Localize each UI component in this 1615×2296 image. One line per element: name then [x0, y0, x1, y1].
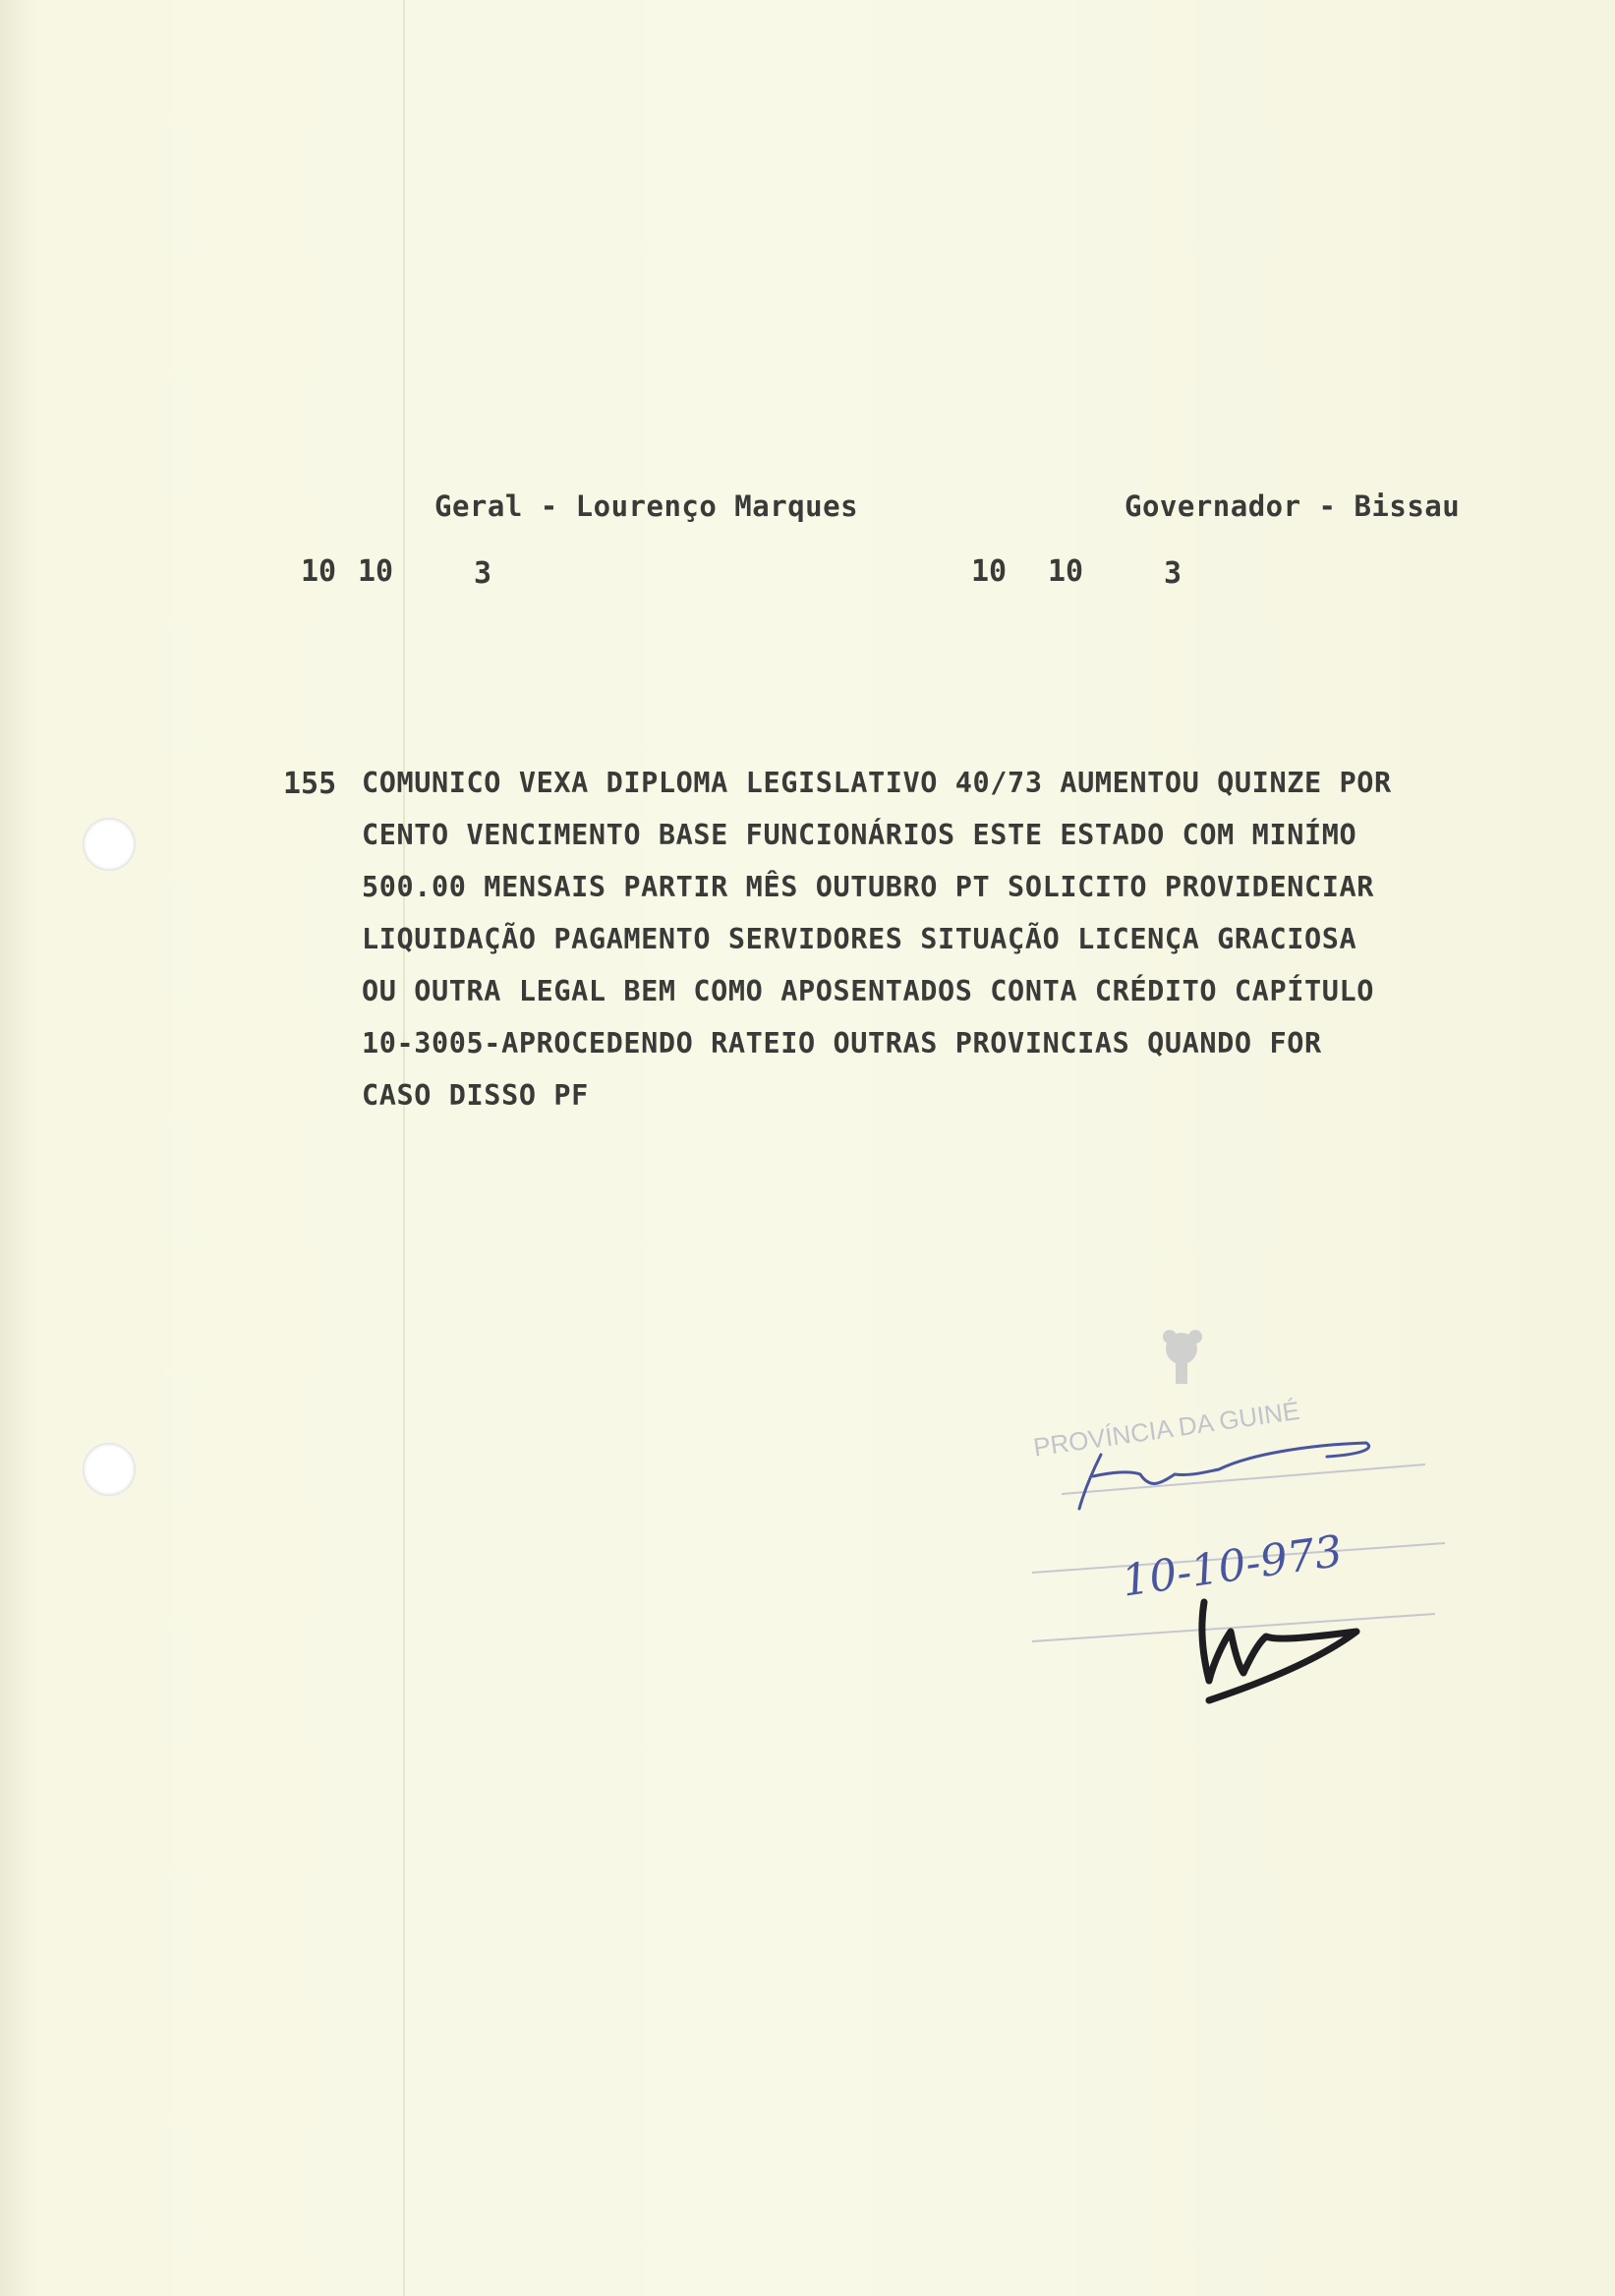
message-line: OU OUTRA LEGAL BEM COMO APOSENTADOS CONTA CRÉDITO CAPÍTULO	[362, 975, 1374, 1007]
date-right-day: 10	[971, 554, 1008, 589]
signature	[1202, 1602, 1356, 1700]
date-left-day: 10	[301, 554, 337, 589]
message-number: 155	[283, 767, 337, 801]
handwritten-date: 10-10-973	[1119, 1525, 1346, 1607]
message-line: 500.00 MENSAIS PARTIR MÊS OUTUBRO PT SOLICITO PROVIDENCIAR	[362, 871, 1374, 903]
message-body	[362, 757, 1492, 1121]
message-line: CENTO VENCIMENTO BASE FUNCIONÁRIOS ESTE ESTADO COM MINÍMO	[362, 819, 1357, 851]
coat-of-arms-icon	[1163, 1330, 1202, 1384]
paper-fold-line	[403, 0, 405, 2296]
date-right-month: 10	[1048, 554, 1084, 589]
handwritten-initials	[1079, 1443, 1369, 1509]
recipient-heading: Governador - Bissau	[1125, 489, 1461, 523]
date-right-year: 3	[1164, 556, 1182, 591]
date-left-year: 3	[474, 556, 492, 591]
message-line: COMUNICO VEXA DIPLOMA LEGISLATIVO 40/73 AUMENTOU QUINZE POR	[362, 767, 1392, 799]
punch-hole-bottom	[83, 1443, 136, 1496]
message-line: LIQUIDAÇÃO PAGAMENTO SERVIDORES SITUAÇÃO LICENÇA GRACIOSA	[362, 923, 1357, 955]
date-left-month: 10	[358, 554, 394, 589]
punch-hole-top	[83, 818, 136, 871]
message-line: 10-3005-APROCEDENDO RATEIO OUTRAS PROVINCIAS QUANDO FOR	[362, 1027, 1322, 1060]
message-line: CASO DISSO PF	[362, 1079, 589, 1112]
official-stamp-signature	[1003, 1307, 1474, 1720]
stamp-text: PROVÍNCIA DA GUINÉ	[1031, 1395, 1302, 1463]
sender-heading: Geral - Lourenço Marques	[434, 489, 859, 523]
